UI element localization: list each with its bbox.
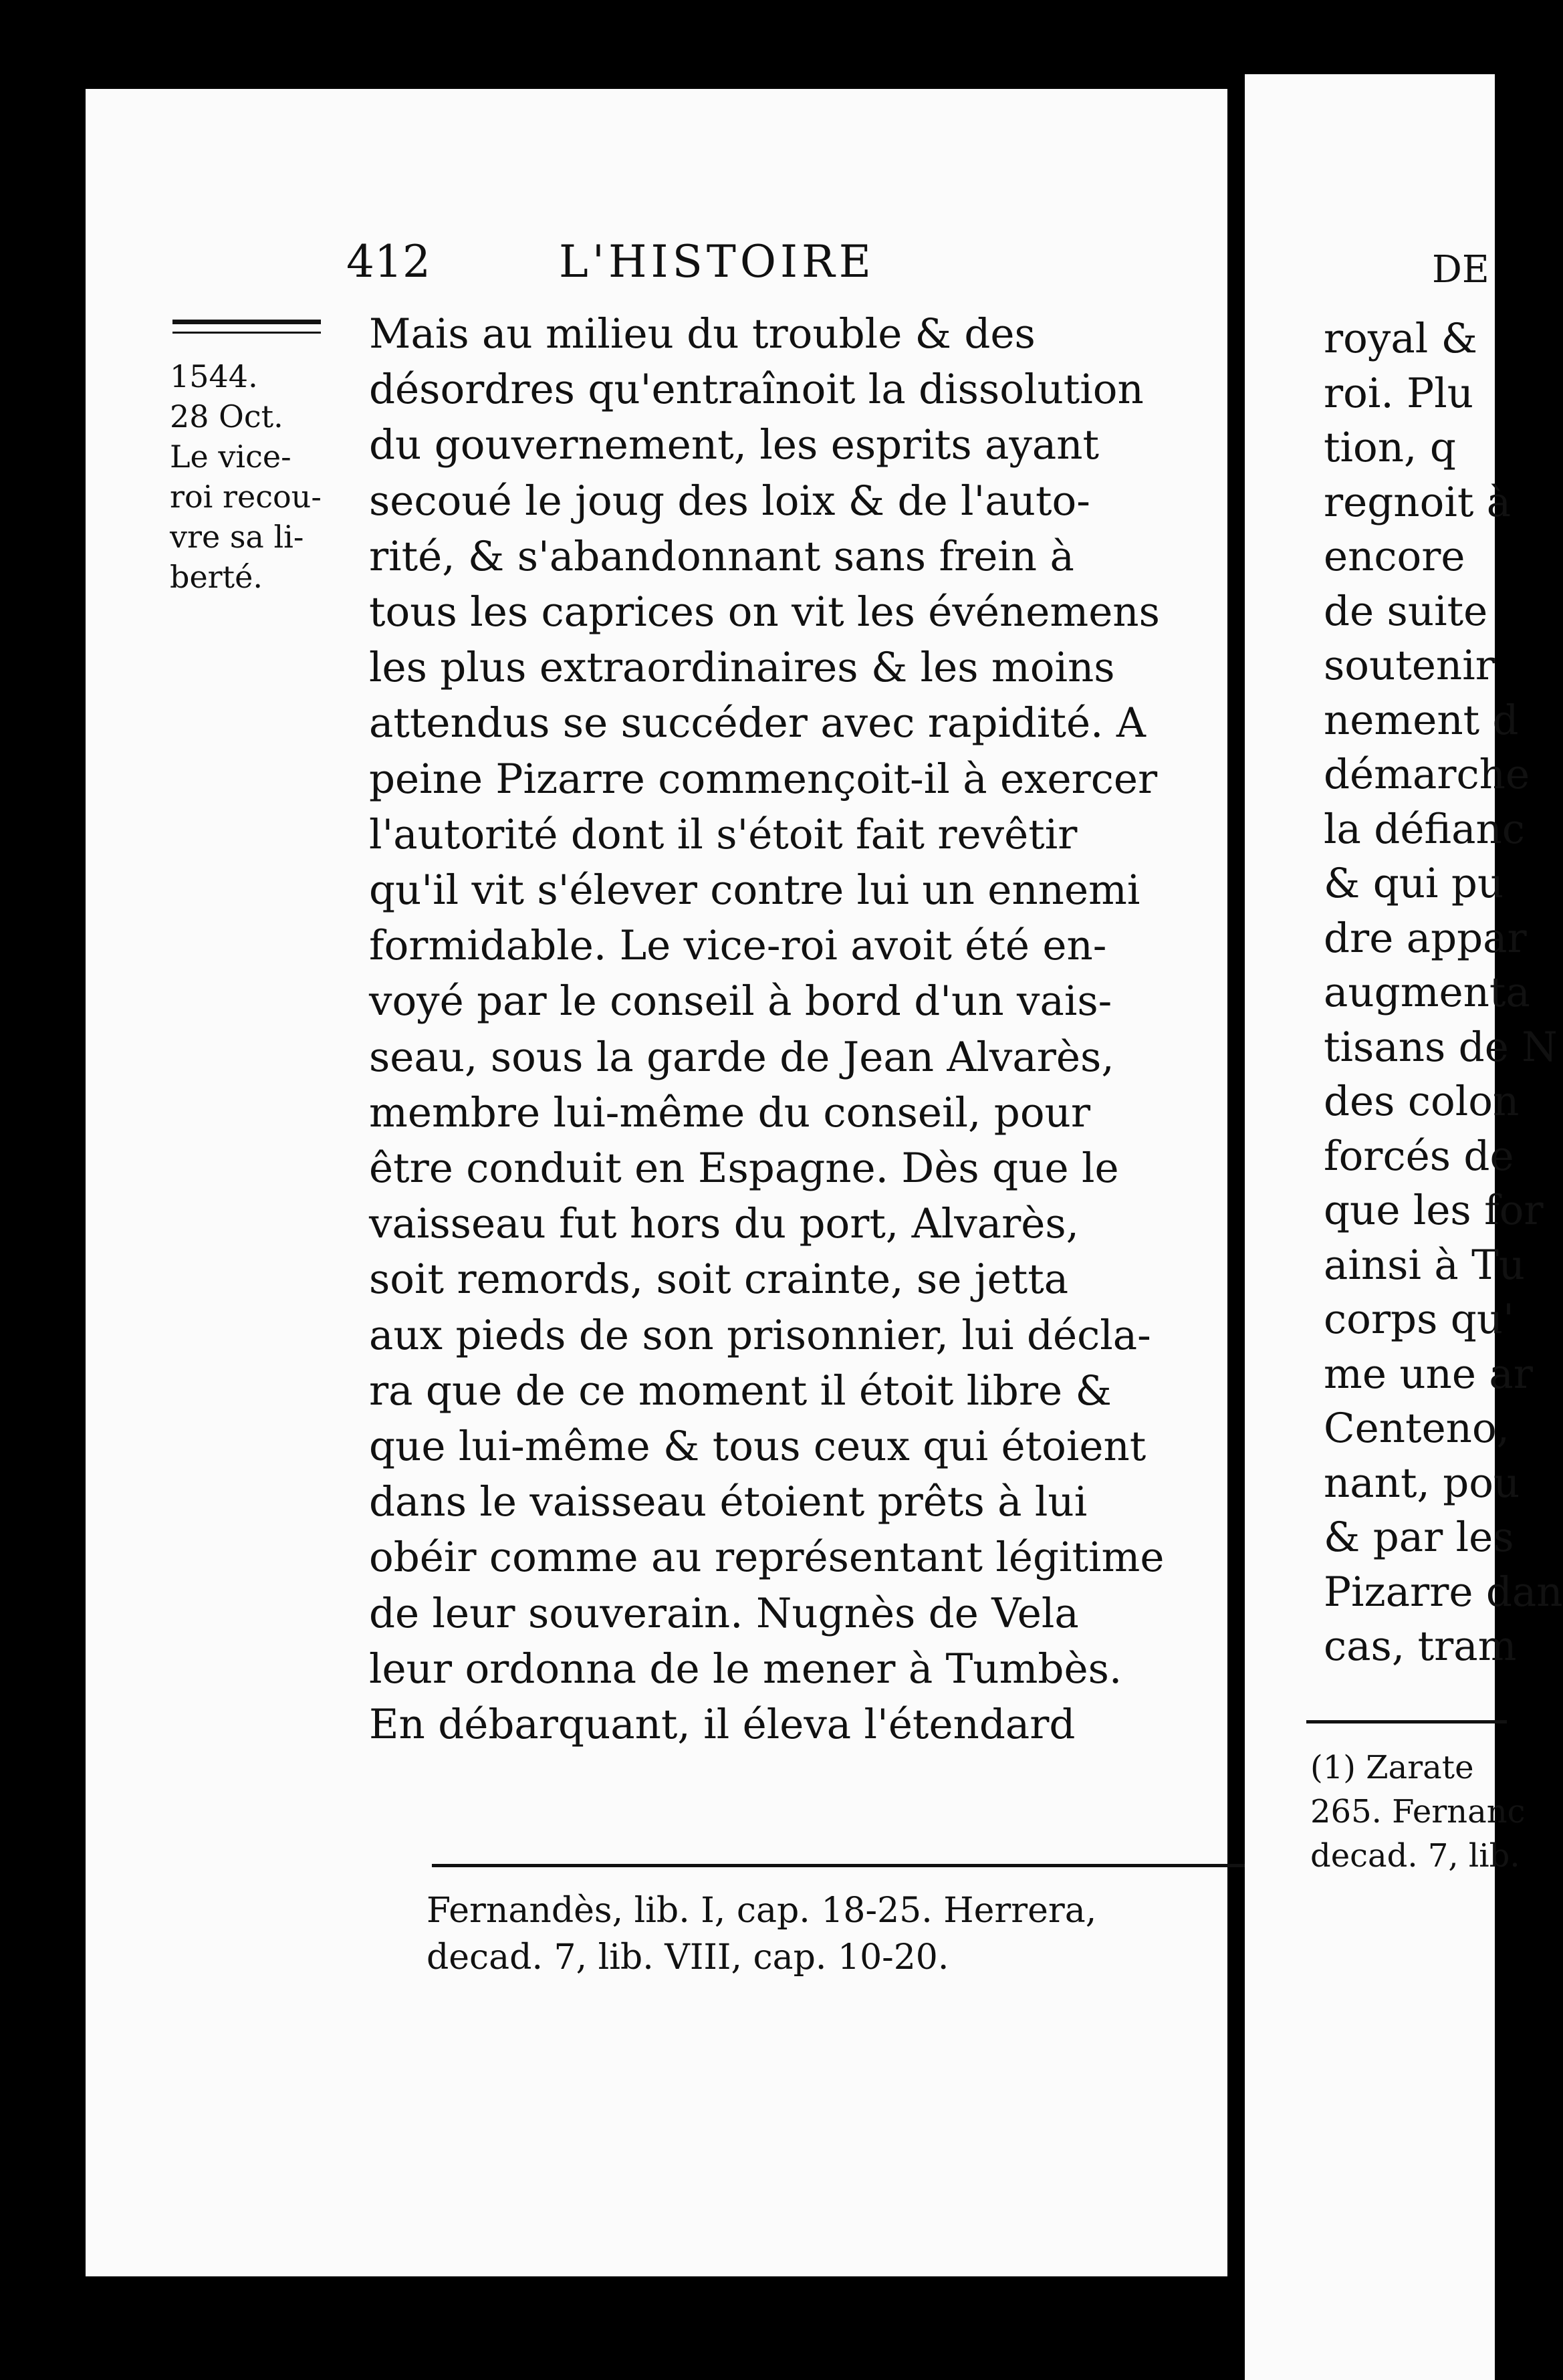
right-body-text xyxy=(1324,312,1563,1674)
footnote-line: decad. 7, lib. VIII, cap. 10-20. xyxy=(427,1937,949,1978)
text-line: corps qu' xyxy=(1324,1296,1514,1343)
text-line: En débarquant, il éleva l'étendard xyxy=(369,1701,1076,1749)
text-line: de suite xyxy=(1324,587,1488,635)
text-line: royal & xyxy=(1324,315,1477,362)
text-line: augmenta xyxy=(1324,969,1530,1016)
text-line: les plus extraordinaires & les moins xyxy=(369,644,1115,692)
text-line: de leur souverain. Nugnès de Vela xyxy=(369,1589,1079,1637)
margin-note-line: roi recou- xyxy=(170,479,322,515)
margin-note-line: berté. xyxy=(170,559,263,595)
right-page xyxy=(1245,74,1563,2380)
text-line: & qui pu xyxy=(1324,860,1504,907)
footnote-rule xyxy=(432,1864,1289,1867)
running-title: L'HISTOIRE xyxy=(559,236,875,287)
margin-note-line: 1544. xyxy=(170,358,258,394)
text-line: secoué le joug des loix & de l'auto- xyxy=(369,477,1090,525)
text-line: la défianc xyxy=(1324,805,1525,853)
text-line: dre appar xyxy=(1324,914,1527,962)
text-line: aux pieds de son prisonnier, lui décla- xyxy=(369,1311,1151,1359)
right-footnote-rule xyxy=(1306,1720,1507,1723)
text-line: me une ar xyxy=(1324,1350,1533,1398)
text-line: forcés de xyxy=(1324,1132,1514,1180)
right-footnotes xyxy=(1310,1746,1526,1878)
text-line: leur ordonna de le mener à Tumbès. xyxy=(369,1645,1122,1693)
margin-note xyxy=(170,356,350,597)
footnote-line: decad. 7, lib. xyxy=(1310,1837,1520,1875)
text-line: rité, & s'abandonnant sans frein à xyxy=(369,532,1074,580)
text-line: vaisseau fut hors du port, Alvarès, xyxy=(369,1200,1080,1248)
text-line: Pizarre dan xyxy=(1324,1568,1563,1616)
footnotes xyxy=(427,1887,1289,1981)
footnote-line: (1) Zarate xyxy=(1310,1749,1474,1786)
margin-note-line: Le vice- xyxy=(170,439,291,475)
text-line: nant, pou xyxy=(1324,1459,1520,1507)
margin-note-line: 28 Oct. xyxy=(170,398,283,435)
text-line: nement d xyxy=(1324,696,1519,744)
text-line: obéir comme au représentant légitime xyxy=(369,1534,1165,1582)
text-line: seau, sous la garde de Jean Alvarès, xyxy=(369,1033,1114,1081)
text-line: ainsi à Tu xyxy=(1324,1241,1526,1289)
text-line: l'autorité dont il s'étoit fait revêtir xyxy=(369,810,1078,858)
text-line: & par les xyxy=(1324,1514,1514,1561)
text-line: encore xyxy=(1324,533,1465,580)
margin-rule-thick xyxy=(172,320,321,324)
text-line: Centeno, xyxy=(1324,1405,1510,1452)
footnote-line: 265. Fernanc xyxy=(1310,1793,1526,1830)
text-line: que lui-même & tous ceux qui étoient xyxy=(369,1423,1147,1471)
margin-rule-thin xyxy=(172,332,321,334)
body-text xyxy=(369,306,1278,1752)
text-line: du gouvernement, les esprits ayant xyxy=(369,421,1100,469)
text-line: peine Pizarre commençoit-il à exercer xyxy=(369,755,1158,803)
text-line: des colon xyxy=(1324,1078,1520,1125)
text-line: regnoit à xyxy=(1324,478,1512,526)
text-line: membre lui-même du conseil, pour xyxy=(369,1088,1090,1137)
text-line: ra que de ce moment il étoit libre & xyxy=(369,1366,1112,1415)
text-line: dans le vaisseau étoient prêts à lui xyxy=(369,1478,1088,1526)
text-line: soit remords, soit crainte, se jetta xyxy=(369,1256,1069,1304)
text-line: qu'il vit s'élever contre lui un ennemi xyxy=(369,866,1140,915)
text-line: démarche xyxy=(1324,751,1530,798)
text-line: être conduit en Espagne. Dès que le xyxy=(369,1145,1119,1193)
text-line: tisans de N xyxy=(1324,1023,1558,1071)
page-number: 412 xyxy=(346,236,431,287)
text-line: voyé par le conseil à bord d'un vais- xyxy=(369,977,1112,1026)
left-page xyxy=(86,89,1227,2276)
text-line: formidable. Le vice-roi avoit été en- xyxy=(369,922,1107,970)
margin-note-line: vre sa li- xyxy=(170,519,304,555)
text-line: que les for xyxy=(1324,1187,1544,1234)
text-line: désordres qu'entraînoit la dissolution xyxy=(369,366,1144,414)
text-line: tous les caprices on vit les événemens xyxy=(369,588,1160,636)
text-line: roi. Plu xyxy=(1324,369,1474,417)
text-line: soutenir xyxy=(1324,642,1495,689)
footnote-line: Fernandès, lib. I, cap. 18-25. Herrera, xyxy=(427,1891,1097,1931)
text-line: cas, tram xyxy=(1324,1623,1517,1670)
right-running-title: DE xyxy=(1432,248,1489,291)
text-line: tion, q xyxy=(1324,424,1456,471)
text-line: Mais au milieu du trouble & des xyxy=(369,310,1036,358)
text-line: attendus se succéder avec rapidité. A xyxy=(369,699,1146,747)
